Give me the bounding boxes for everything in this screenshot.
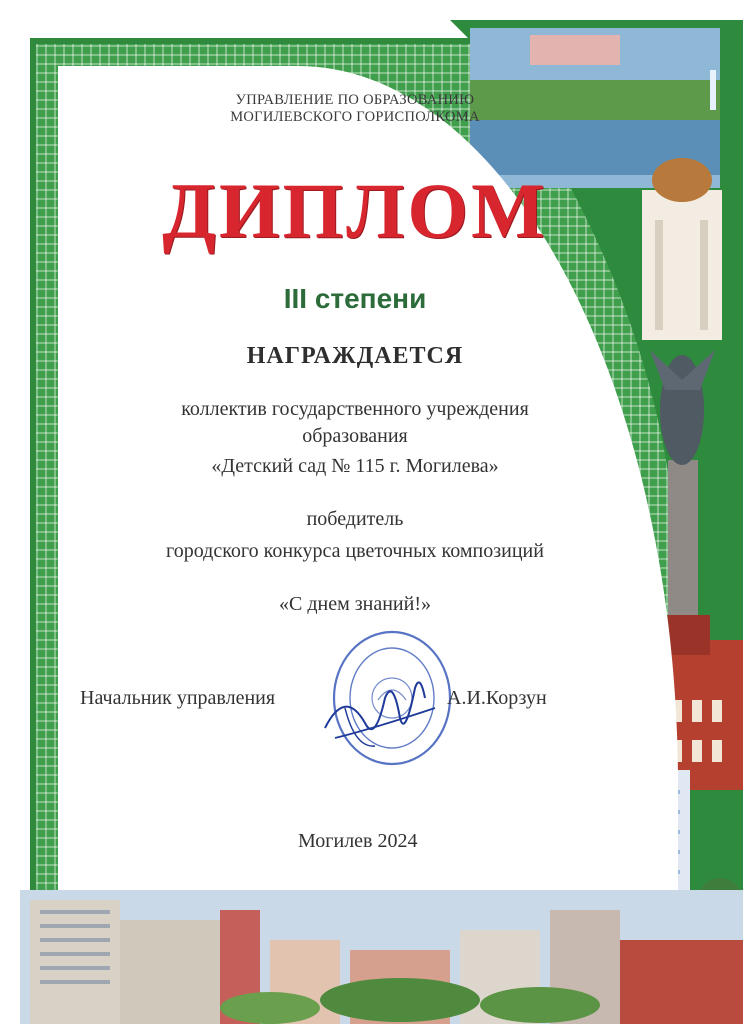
- awarded-heading: НАГРАЖДАЕТСЯ: [246, 343, 464, 369]
- recipient-line-1: коллектив государственного учреждения: [181, 398, 529, 420]
- signature: [315, 668, 445, 758]
- contest-name: «С днем знаний!»: [278, 593, 431, 615]
- signatory-title: Начальник управления: [80, 687, 276, 709]
- degree-label: III степени: [283, 283, 427, 314]
- issuer: [120, 92, 590, 126]
- cityscape-photo: [20, 890, 743, 1024]
- issuer-line-1: УПРАВЛЕНИЕ ПО ОБРАЗОВАНИЮ: [235, 92, 475, 108]
- achievement-line-2: городского конкурса цветочных композиций: [166, 540, 544, 562]
- signatory-name: А.И.Корзун: [447, 687, 547, 709]
- diploma-title: ДИПЛОМ: [162, 167, 548, 254]
- place-and-year: Могилев 2024: [298, 830, 418, 852]
- recipient-line-2: образования: [302, 425, 408, 447]
- issuer-line-2: МОГИЛЕВСКОГО ГОРИСПОЛКОМА: [230, 109, 480, 125]
- achievement-line-1: победитель: [306, 508, 404, 530]
- recipient-line-3: «Детский сад № 115 г. Могилева»: [211, 455, 499, 477]
